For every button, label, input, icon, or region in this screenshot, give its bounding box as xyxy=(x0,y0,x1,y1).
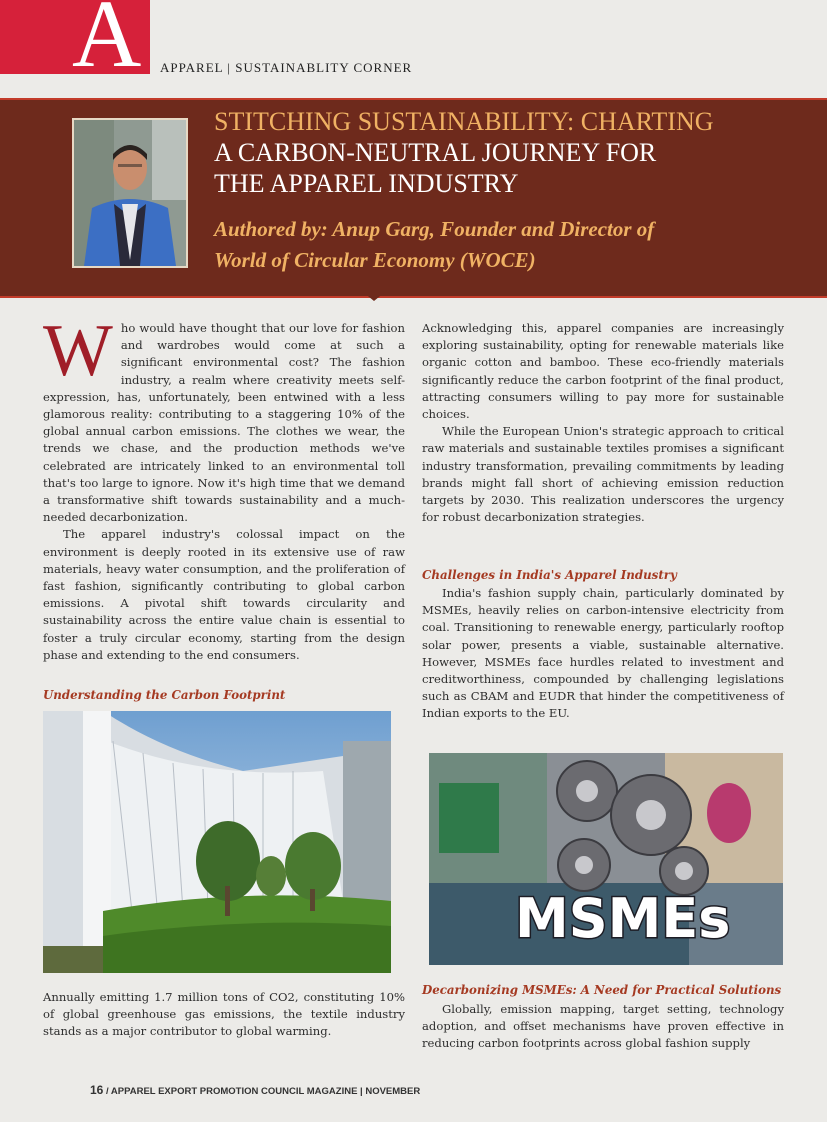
left-paragraph-2: The apparel industry's colossal impact on the environment is deeply rooted in its extensive use of raw materials, heavy water consumption, and the proliferation of fast fashion, significantly contributing to global carbon emissions. A pivotal shift towards circularity and sustainability across the entire value chain is essential to foster a truly circular economy, starting from the design phase and extending to the end consumers. xyxy=(43,527,405,662)
banner-notch xyxy=(363,292,385,301)
author-byline xyxy=(214,214,804,276)
building-image xyxy=(43,711,391,973)
right-paragraph-3: India's fashion supply chain, particularly dominated by MSMEs, heavily relies on carbon-intensive electricity from coal. Transitioning to renewable energy, particularly rooftop solar power, presents a viable, sustainable alternative. However, MSMEs face hurdles related to investment and creditworthiness, compounded by challenging legislations such as CBAM and EUDR that hinder the competitiveness of Indian exports to the EU. xyxy=(422,586,784,721)
byline-line-2: World of Circular Economy (WOCE) xyxy=(214,248,536,272)
right-column-bottom xyxy=(422,1001,784,1053)
left-column-top xyxy=(43,310,405,664)
left-column-bottom xyxy=(43,989,405,1041)
title-line-1: STITCHING SUSTAINABILITY: CHARTING xyxy=(214,107,714,136)
msmes-image-text: MSMEs xyxy=(515,887,731,950)
drop-cap: W xyxy=(43,310,113,392)
greenhouse-building-photo xyxy=(43,711,391,973)
msmes-image xyxy=(429,753,783,965)
left-paragraph-3: Annually emitting 1.7 million tons of CO2, constituting 10% of global greenhouse gas emissions, the textile industry stands as a major contributor to global warming. xyxy=(43,990,405,1039)
title-line-3: THE APPAREL INDUSTRY xyxy=(214,169,519,198)
title-line-2: A CARBON-NEUTRAL JOURNEY FOR xyxy=(214,138,657,167)
left-paragraph-1: ho would have thought that our love for fashion and wardrobes would come at such a significant environmental cost? The fashion industry, a realm where creativity meets self-expression, has, unfortunately, been entwined with a less glamorous reality: contributing to a staggering 10% of the global annual carbon emissions. The clothes we wear, the trends we chase, and the production methods we've celebrated are intricately linked to an environmental toll that's too large to ignore. Now it's high time that we demand a transformative shift towards sustainability and a much-needed decarbonization. xyxy=(43,321,405,525)
right-paragraph-1: Acknowledging this, apparel companies are increasingly exploring sustainability, opting for renewable materials like organic cotton and bamboo. These eco-friendly materials significantly reduce the carbon footprint of the final product, attracting consumers willing to pay more for sustainable choices. xyxy=(422,321,784,422)
subhead-decarbonizing-msmes: Decarbonizing MSMEs: A Need for Practical Solutions xyxy=(422,983,782,997)
right-column-middle xyxy=(422,585,784,723)
subhead-challenges-india: Challenges in India's Apparel Industry xyxy=(422,568,677,582)
page-number: 16 xyxy=(90,1083,104,1097)
byline-line-1: Authored by: Anup Garg, Founder and Director of xyxy=(214,217,655,241)
footer-text: / APPAREL EXPORT PROMOTION COUNCIL MAGAZINE | NOVEMBER xyxy=(106,1086,421,1097)
msmes-collage-image xyxy=(429,753,783,965)
right-paragraph-4: Globally, emission mapping, target setting, technology adoption, and offset mechanisms have proven effective in reducing carbon footprints across global fashion supply xyxy=(422,1002,784,1051)
article-title xyxy=(214,106,804,199)
subhead-carbon-footprint: Understanding the Carbon Footprint xyxy=(43,688,286,702)
magazine-logo xyxy=(0,0,150,87)
logo-letter: A xyxy=(72,0,142,87)
section-label: APPAREL | SUSTAINABLITY CORNER xyxy=(160,60,413,75)
right-paragraph-2: While the European Union's strategic approach to critical raw materials and sustainable textiles promises a significant industry transformation, prevailing commitments by leading brands might fall short of achieving emission reduction targets by 2030. This realization underscores the urgency for robust decarbonization strategies. xyxy=(422,424,784,525)
right-column-top xyxy=(422,320,784,526)
author-photo xyxy=(74,120,186,266)
author-portrait xyxy=(72,118,188,268)
page-footer xyxy=(90,1083,420,1097)
